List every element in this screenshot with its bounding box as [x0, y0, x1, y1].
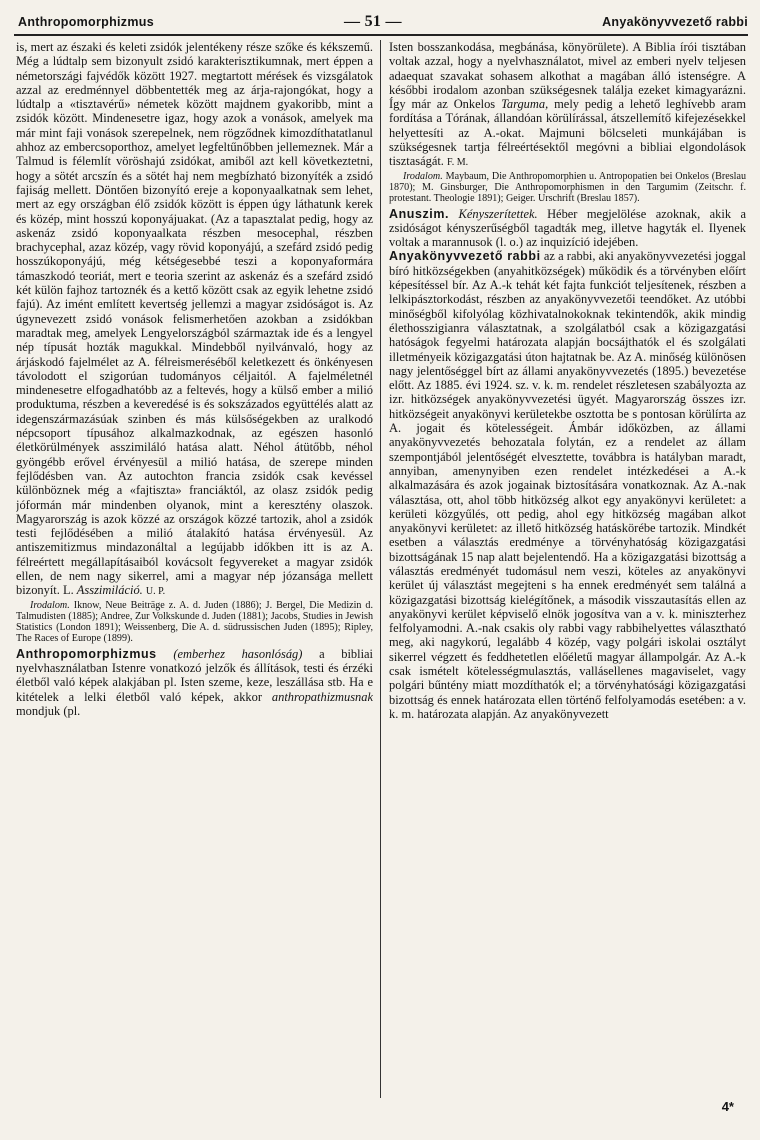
left-column [16, 40, 373, 1100]
header-right-title: Anyakönyvvezető rabbi [602, 15, 748, 29]
bibliography-text: Maybaum, Die Anthropomorphien u. Antropopatien bei Onkelos (Breslau 1870); M. Ginsburger, Die Anthropomorphismen in den Targumim (Zeitschr. f. protestant. Theologie 1891); Geiger. Urschrift (Breslau 1857). [389, 170, 746, 205]
right-paragraph [389, 40, 746, 171]
bibliography [16, 600, 373, 645]
column-divider [380, 40, 381, 1098]
entry-gloss: (emberhez hasonlóság) [173, 646, 303, 661]
entry-anuszim [389, 207, 746, 250]
signature-mark: 4* [721, 1099, 734, 1114]
left-paragraph-text: is, mert az északi és keleti zsidók jelentékeny része szőke és kékszemű. Még a lúdtalp sem bizonyult zsidó karakterisztikumnak, mert éppen a németországi fajvédők között 1927. megtartott mérések és vizsgálatok azzal az eredménnyel döbbentették meg az árja-rajongókat, hogy a lúdtalp a «tisztavérű» németek között majdnem gyakoribb, mint a zsidók között. Mindenesetre igaz, hogy azok a vonások, amelyek ma már mint faji vonások szerepelnek, nem rögződnek kimozdíthatatlanul ahhoz az embercsoporthoz, amelyet legfeltűnőbben jellemeznek. Már a Talmud is félemlít vöröshajú zsidókat, amiből azt kell következtetni, hogy a sötét arcszín és a sötét haj nem megbízható bizonyíték a zsidó fajiság mellett. Döntően bizonyító ereje a koponyaalkatnak sem lehet, mert az egy országban élő zsidók között is éppen úgy láthatunk kerek és közép, mint hosszú koponyájuakat. (Az a tapasztalat pedig, hogy az askenáz zsidó koponyaalkata részben mesocephal, részben brachycephal, azaz közép, vagy rövid koponyájú, a szefárd zsidó pedig hosszúkoponyájú, még kétségesebbé teszi a koponyaformára támaszkodó teoriát, mert e teoria szerint az askenáz és a szefárd zsidó két külön fajhoz tartoznék és a kettő között csak az egyik lehetne zsidó fajú). Az imént említett kevertség jellemzi a magyar zsidóságot is. Az úgynevezett zsidó vonások felismerhetően azokban a zsidókban maradtak meg, amelyek Lengyelországból származtak ide és a lengyel nép típusát hozták magukkal. Mindebből nyilvánvaló, hogy az árjáskodó fajelmélet az A. félreismeréséből keletkezett és önkényesen távolodott el szigorúan tudományos céljaitól. A fajelméletnél mindenesetre elfogadhatóbb az a feltevés, hogy a külső ember a milió produktuma, részben a keveredésé is és sokszázados együttélés alatt az idegenszármazásúak szinben és más külsőségekben az uralkodó népcsoport típusához alkalmazkodnak, az egészen hasonló életkörülmények asszimiláló hatása alatt. Néhol átütőbb, néhol gyöngébb erővel érvényesül a milió hatása, de szerepe minden fejlődésben van. Az autochton francia zsidók csak kevéssel különböznek még a «fajtiszta» franciáktól, az olasz zsidók pedig jóformán már mindenben olyanok, mint a keresztény olaszok. Magyarország is azok közzé az országok közzé tartozik, ahol a zsidók testi fejlődésében a milió átalakító hatása érvényesül. Az antiszemitizmus mindazonáltal a legújabb időkben itt is az A. félreértett megállapításaiból kovácsolt fegyvereket a magyar zsidók ellen, de nem nagy sikerrel, ami a magyar nép józansága mellett bizonyít. L. [16, 40, 373, 598]
entry-headword: Anyakönyvvezető rabbi [389, 249, 541, 264]
page [14, 12, 748, 1128]
bibliography-label: Irodalom. [30, 599, 70, 611]
bibliography-label: Irodalom. [403, 170, 443, 182]
entry-text: az a rabbi, aki anyakönyvvezetési joggal bíró hitközségekben (anyahitközségek) működik és a törvényben előírt képesítéssel bír. Az A.-k tehát két fajta funkciót teljesítenek, részben a lelkipásztorkodást, részben az anyakönyvvezetői teendőket. Az utóbbi minőségből kifolyólag közhivatalnokoknak tekintendők, akik mindig élethosszigianra választatnak, a szolgálatból csak a közigazgatási hatóságok fegyelmi határozata alapján bocsájthatók el és szolgálati illetményeik közigazgatási úton hajtatnak be. Az A. minőség különösen nagy jelentőséggel bírt az állami anyakönyvvezetés (1895.) bevezetése előtt. Az 1885. évi 1924. sz. v. k. m. rendelet részletesen szabályozta az izr. hitközségek anyakönyvvezetési ügyét. Magyarország összes izr. hitközségeit anyakönyvi kerületekbe osztotta be s pontosan körülírta az A. jogait és kötelességeit. Ámbár időközben, az állami anyakönyvvezetés behozatala folytán, ez a rendelet az állam szempontjából jelentőségét elvesztette, továbbra is hatályban maradt, annyiban, amenynyiben ezen rendelet intézkedései a A.-k alkalmazására és azok jogainak biztosítására vonatkoznak. Az A.-nak választása, ott, ahol több hitközség alkot egy anyakönyvi kerületet: a kerületi közgyűlés, ott pedig, ahol egy hitközség magában alkot anyakönyvi kerületet: az illető hitközség hatáskörébe tartozik. Mindkét esetben a választás eredménye a törvényhatóság közigazgatási bizottságának 15 nap alatt bejelentendő. Ha a közigazgatási bizottság a választás eredményét tudomásul nem veszi, köteles az anyakönyvi kerület új választást megejteni s ha ennek eredményét sem találná a közigazgatási bizottság kielégítőnek, a második visszautasítás ellen az anyakönyvi kerület képviselő elnök jogosítva van a v. k. miniszterhez felfolyamodni. A.-nak csakis oly rabbi vagy rabbihelyettes választható meg, aki nagykorú, legalább 4 közép, vagy polgári iskolai osztályt sikerrel végzett és feddhetetlen előéletű magyar állampolgár. Az A.-k csak ismételt kötelességmulasztás, vallásellenes magaviselet, vagy polgári bűntény miatt mozdíthatók el; a törvényhatósági közigazgatási bizottság és ennek határozata ellen történő felfolyamodás esetében: a v. k. m. határozata alapján. Az anyakönyvezett [389, 249, 746, 721]
right-column [389, 40, 746, 1100]
right-paragraph-text: Isten bosszankodása, megbánása, könyörülete). A Biblia írói tisztában voltak azzal, hogy a nyelvhasználatot, mivel az emberi nyelv teljesen adaequat szavakat sohasem alkothat a magában álló istenségre. A későbbi irodalom azonban szükségesnek találja ezeket kimagyarázni. Így már az Onkelos [389, 40, 746, 112]
page-number: — 51 — [344, 13, 402, 30]
bibliography-text: Iknow, Neue Beiträge z. A. d. Juden (1886); J. Bergel, Die Medizin d. Talmudisten (1885); Andree, Zur Volkskunde d. Juden (1881); Jacobs, Studies in Jewish Statistics (London 1891); Weissenberg, Die A. d. südrussischen Juden (1895); Ripley, The Races of Europe (1899). [16, 599, 373, 645]
entry-anthropomorphizmus [16, 647, 373, 718]
bibliography [389, 171, 746, 205]
author-signature: F. M. [447, 157, 469, 169]
entry-tail: mondjuk (pl. [16, 703, 81, 718]
header-left-title: Anthropomorphizmus [18, 15, 154, 29]
entry-headword: Anthropomorphizmus [16, 646, 157, 661]
left-paragraph [16, 40, 373, 600]
entry-text: Héber megjelölése azoknak, akik a zsidóságot kényszerűségből tagadták meg, illetve hagyták el. Ilyenek voltak a marannusok (l. o.) az inquizíció idejében. [389, 206, 746, 250]
term-targuma: Targuma, [501, 97, 549, 112]
entry-headword: Anuszim. [389, 206, 450, 221]
right-paragraph-rest: mely pedig a lehető leghívebb aram fordítása a Tórának, állandóan körülírással, átszellemítő kifejezésekkel helyettesíti az A.-okat. Majmuni bölcseleti munkájában is szükségesnek tartja félreértésektől megóvni a bibliai elgondolások tisztaságát. [389, 97, 746, 169]
author-signature: U. P. [145, 586, 166, 598]
cross-reference: Asszimiláció. [76, 583, 143, 598]
entry-term: anthropathizmusnak [271, 689, 373, 704]
entry-anyakonyvvezeto-rabbi [389, 249, 746, 721]
running-header [14, 12, 748, 36]
entry-gloss: Kényszerítettek. [458, 206, 538, 221]
entry-text: a bibliai nyelvhasználatban Istenre vonatkozó jelzők és állítások, testi és érzéki életből való képek alakjában pl. Isten szeme, keze, leszállása stb. Ha e kitételek a lelki életből való képek, akkor [16, 646, 373, 704]
